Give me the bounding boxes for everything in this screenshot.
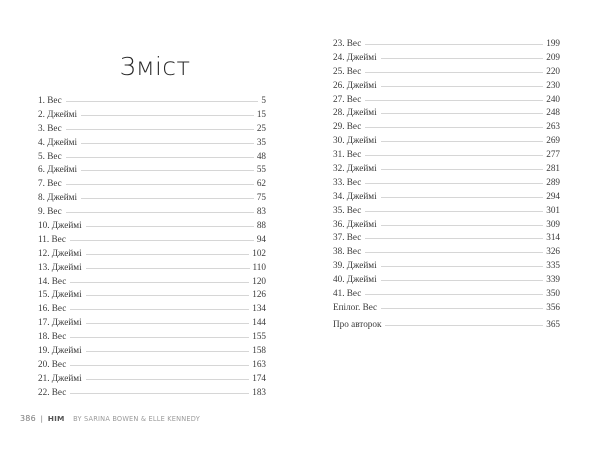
toc-entry[interactable] xyxy=(333,318,560,332)
toc-leader-line xyxy=(381,308,543,309)
toc-entry-label: 13. Джеймі xyxy=(38,261,82,272)
toc-leader-line xyxy=(381,113,544,114)
toc-entry-label: 20. Вес xyxy=(38,358,67,369)
toc-entry[interactable] xyxy=(38,150,266,164)
toc-entry[interactable] xyxy=(333,259,560,273)
toc-entry[interactable] xyxy=(333,287,560,301)
footer-page-number: 386 xyxy=(20,414,36,423)
toc-entry-label: 11. Вес xyxy=(38,233,66,244)
toc-entry-page-number: 158 xyxy=(252,345,266,356)
toc-entry[interactable] xyxy=(333,218,560,232)
toc-leader-line xyxy=(86,295,250,296)
toc-leader-line xyxy=(70,282,249,283)
toc-entry[interactable] xyxy=(38,108,266,122)
toc-entry-page-number: 83 xyxy=(256,206,266,217)
toc-leader-line xyxy=(365,211,543,212)
toc-entry-page-number: 230 xyxy=(546,79,560,90)
toc-entry[interactable] xyxy=(38,288,266,302)
toc-entry-page-number: 5 xyxy=(261,95,266,105)
toc-entry-label: 15. Джеймі xyxy=(38,289,82,300)
toc-entry-page-number: 240 xyxy=(546,93,560,104)
toc-entry[interactable] xyxy=(38,261,266,275)
toc-leader-line xyxy=(365,72,543,73)
toc-entry-label: 18. Вес xyxy=(38,331,67,342)
toc-entry-label: 34. Джеймі xyxy=(333,190,377,201)
toc-entry-label: 9. Вес xyxy=(38,206,62,217)
toc-entry-page-number: 277 xyxy=(546,149,560,160)
toc-entry[interactable] xyxy=(333,204,560,218)
toc-entry-page-number: 365 xyxy=(546,318,560,329)
toc-entry[interactable] xyxy=(38,330,266,344)
toc-entry-page-number: 183 xyxy=(252,386,266,397)
toc-entry-label: 25. Вес xyxy=(333,65,362,76)
toc-entry[interactable] xyxy=(38,177,266,191)
toc-entry-page-number: 48 xyxy=(256,150,266,161)
toc-leader-line xyxy=(365,294,543,295)
toc-entry-page-number: 102 xyxy=(252,247,266,258)
toc-entry[interactable] xyxy=(333,190,560,204)
toc-entry-label: 8. Джеймі xyxy=(38,192,78,203)
toc-entry-page-number: 209 xyxy=(546,51,560,62)
toc-entry-page-number: 350 xyxy=(546,288,560,299)
toc-leader-line xyxy=(70,240,254,241)
toc-entry-page-number: 220 xyxy=(546,65,560,76)
toc-entry[interactable] xyxy=(38,247,266,261)
footer-separator: | xyxy=(40,414,44,423)
toc-entry-label: 21. Джеймі xyxy=(38,372,82,383)
toc-entry-page-number: 294 xyxy=(546,190,560,201)
toc-entry[interactable] xyxy=(38,386,266,400)
toc-leader-line xyxy=(86,268,250,269)
toc-entry[interactable] xyxy=(38,94,266,108)
toc-entry-page-number: 163 xyxy=(252,358,266,369)
footer-book-title: HIM xyxy=(47,414,65,423)
toc-leader-line xyxy=(86,379,250,380)
toc-entry-label: 17. Джеймі xyxy=(38,317,82,328)
toc-leader-line xyxy=(70,393,249,394)
toc-entry[interactable] xyxy=(38,136,266,150)
toc-entry[interactable] xyxy=(38,233,266,247)
toc-entry-page-number: 281 xyxy=(546,163,560,174)
toc-entry[interactable] xyxy=(38,358,266,372)
toc-entry-label: 28. Джеймі xyxy=(333,107,377,118)
toc-leader-line xyxy=(365,252,543,253)
toc-entry-label: 35. Вес xyxy=(333,204,362,215)
toc-entry-page-number: 339 xyxy=(546,274,560,285)
toc-entry[interactable] xyxy=(333,65,560,79)
toc-entry-label: 36. Джеймі xyxy=(333,218,377,229)
toc-leader-line xyxy=(381,86,544,87)
toc-entry-page-number: 335 xyxy=(546,260,560,271)
toc-entry[interactable] xyxy=(38,205,266,219)
toc-entry[interactable] xyxy=(333,106,560,120)
toc-entry-label: 38. Вес xyxy=(333,246,362,257)
toc-entry-page-number: 301 xyxy=(546,204,560,215)
toc-entry-label: Епілог. Вес xyxy=(333,301,378,312)
toc-entry[interactable] xyxy=(333,245,560,259)
toc-entry[interactable] xyxy=(38,122,266,136)
toc-entry-label: 12. Джеймі xyxy=(38,247,82,258)
toc-entry-label: 1. Вес xyxy=(38,95,62,105)
toc-entry-page-number: 55 xyxy=(256,164,266,175)
toc-leader-line xyxy=(81,170,254,171)
toc-entry-page-number: 134 xyxy=(252,303,266,314)
toc-entry-label: Про авторок xyxy=(333,318,382,329)
toc-entry[interactable] xyxy=(333,162,560,176)
toc-entry-label: 14. Вес xyxy=(38,275,67,286)
toc-leader-line xyxy=(381,197,544,198)
toc-entry[interactable] xyxy=(333,79,560,93)
toc-leader-line xyxy=(86,323,250,324)
toc-entry-page-number: 144 xyxy=(252,317,266,328)
toc-leader-line xyxy=(86,351,250,352)
toc-entry-label: 40. Джеймі xyxy=(333,274,377,285)
toc-entry-label: 2. Джеймі xyxy=(38,108,78,119)
toc-entry-label: 19. Джеймі xyxy=(38,345,82,356)
toc-entry-page-number: 75 xyxy=(256,192,266,203)
right-page xyxy=(300,0,600,450)
toc-entry-page-number: 269 xyxy=(546,135,560,146)
toc-entry-page-number: 326 xyxy=(546,246,560,257)
toc-entry-page-number: 62 xyxy=(256,178,266,189)
toc-entry[interactable] xyxy=(333,231,560,245)
toc-entry-label: 39. Джеймі xyxy=(333,260,377,271)
toc-leader-line xyxy=(381,58,544,59)
toc-entry-page-number: 35 xyxy=(256,136,266,147)
toc-leader-line xyxy=(70,309,249,310)
toc-entry-label: 30. Джеймі xyxy=(333,135,377,146)
toc-entry-label: 41. Вес xyxy=(333,288,362,299)
toc-entry[interactable] xyxy=(333,93,560,107)
toc-entry-page-number: 88 xyxy=(256,220,266,231)
toc-left-column xyxy=(38,94,266,400)
toc-entry-label: 7. Вес xyxy=(38,178,62,189)
toc-entry-page-number: 248 xyxy=(546,107,560,118)
toc-entry-label: 29. Вес xyxy=(333,121,362,132)
toc-entry[interactable] xyxy=(38,372,266,386)
toc-entry-label: 10. Джеймі xyxy=(38,220,82,231)
toc-entry-page-number: 110 xyxy=(252,261,266,272)
toc-entry-page-number: 15 xyxy=(256,108,266,119)
toc-entry-label: 4. Джеймі xyxy=(38,136,78,147)
toc-leader-line xyxy=(81,198,254,199)
toc-entry[interactable] xyxy=(333,134,560,148)
toc-entry-label: 26. Джеймі xyxy=(333,79,377,90)
toc-entry[interactable] xyxy=(333,176,560,190)
toc-leader-line xyxy=(66,212,254,213)
toc-entry[interactable] xyxy=(38,275,266,289)
toc-entry-page-number: 199 xyxy=(546,38,560,48)
toc-leader-line xyxy=(66,157,254,158)
toc-entry-page-number: 25 xyxy=(256,122,266,133)
toc-entry[interactable] xyxy=(38,219,266,233)
toc-right-column xyxy=(333,37,560,332)
toc-entry-label: 24. Джеймі xyxy=(333,51,377,62)
toc-leader-line xyxy=(70,365,249,366)
toc-entry-page-number: 120 xyxy=(252,275,266,286)
toc-entry-page-number: 174 xyxy=(252,372,266,383)
toc-entry-label: 33. Вес xyxy=(333,176,362,187)
toc-leader-line xyxy=(365,238,543,239)
page-title: Зміст xyxy=(119,52,191,81)
toc-entry-page-number: 289 xyxy=(546,176,560,187)
toc-entry[interactable] xyxy=(38,163,266,177)
toc-entry-label: 22. Вес xyxy=(38,386,67,397)
toc-leader-line xyxy=(365,44,543,45)
toc-leader-line xyxy=(381,266,544,267)
toc-leader-line xyxy=(381,169,544,170)
toc-entry-label: 5. Вес xyxy=(38,150,62,161)
toc-entry[interactable] xyxy=(38,302,266,316)
toc-leader-line xyxy=(81,115,254,116)
toc-leader-line xyxy=(81,143,254,144)
toc-entry-page-number: 94 xyxy=(256,233,266,244)
toc-entry-page-number: 356 xyxy=(546,301,560,312)
toc-entry-page-number: 155 xyxy=(252,331,266,342)
toc-leader-line xyxy=(365,155,543,156)
toc-leader-line xyxy=(365,100,543,101)
toc-leader-line xyxy=(66,184,254,185)
toc-entry[interactable] xyxy=(333,148,560,162)
toc-entry[interactable] xyxy=(333,273,560,287)
toc-entry-label: 3. Вес xyxy=(38,122,62,133)
toc-leader-line xyxy=(381,141,544,142)
toc-leader-line xyxy=(385,325,543,326)
toc-entry[interactable] xyxy=(333,301,560,315)
toc-leader-line xyxy=(381,225,544,226)
toc-leader-line xyxy=(365,183,543,184)
toc-entry[interactable] xyxy=(333,37,560,51)
toc-entry-page-number: 263 xyxy=(546,121,560,132)
toc-entry-label: 16. Вес xyxy=(38,303,67,314)
toc-entry[interactable] xyxy=(38,191,266,205)
toc-entry-label: 32. Джеймі xyxy=(333,163,377,174)
footer-authors: BY SARINA BOWEN & ELLE KENNEDY xyxy=(73,415,200,423)
toc-leader-line xyxy=(381,280,544,281)
toc-entry-label: 37. Вес xyxy=(333,232,362,243)
toc-leader-line xyxy=(66,129,254,130)
toc-entry[interactable] xyxy=(333,120,560,134)
toc-leader-line xyxy=(70,337,249,338)
toc-entry-page-number: 314 xyxy=(546,232,560,243)
toc-leader-line xyxy=(86,226,254,227)
toc-entry-page-number: 309 xyxy=(546,218,560,229)
page-footer xyxy=(20,414,200,423)
toc-entry[interactable] xyxy=(333,51,560,65)
toc-leader-line xyxy=(365,127,543,128)
toc-entry-label: 6. Джеймі xyxy=(38,164,78,175)
toc-leader-line xyxy=(86,254,250,255)
toc-entry[interactable] xyxy=(38,344,266,358)
toc-entry-label: 27. Вес xyxy=(333,93,362,104)
toc-entry-label: 31. Вес xyxy=(333,149,362,160)
toc-leader-line xyxy=(66,101,259,102)
toc-entry-label: 23. Вес xyxy=(333,38,362,48)
toc-entry[interactable] xyxy=(38,316,266,330)
toc-entry-page-number: 126 xyxy=(252,289,266,300)
